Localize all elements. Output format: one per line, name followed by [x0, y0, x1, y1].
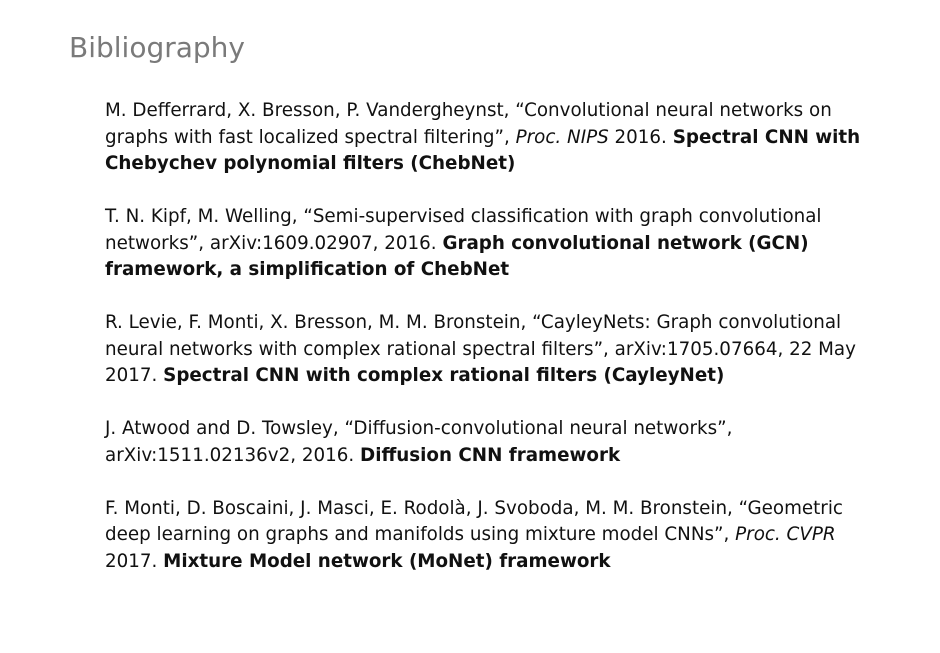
bibliography-entry: J. Atwood and D. Towsley, “Diffusion-convolutional neural networks”, arXiv:1511.02136v2, 2016. Diffusion CNN framework	[105, 418, 733, 466]
entry-title: “Geometric deep learning on graphs and manifolds using mixture model CNNs”	[105, 497, 843, 545]
entry-note: Mixture Model network (MoNet) framework	[163, 550, 611, 572]
entry-title: “Diffusion-convolutional neural networks”	[344, 418, 727, 439]
entry-authors: J. Atwood and D. Towsley,	[105, 418, 339, 439]
entry-authors: R. Levie, F. Monti, X. Bresson, M. M. Bronstein,	[105, 312, 527, 333]
entry-note: Spectral CNN with Chebychev polynomial filters (ChebNet)	[105, 126, 861, 174]
entry-venue: arXiv:1511.02136v2, 2016.	[105, 444, 355, 466]
entry-year: 2016.	[614, 126, 667, 148]
bibliography-entry: T. N. Kipf, M. Welling, “Semi-supervised classification with graph convolutional networks”, arXiv:1609.02907, 2016. Graph convolutional network (GCN) framework, a simplification of ChebNet	[105, 206, 822, 280]
entry-title: “Convolutional neural networks on graphs with fast localized spectral filtering”	[105, 100, 832, 148]
page-title: Bibliography	[69, 31, 245, 64]
entry-authors: F. Monti, D. Boscaini, J. Masci, E. Rodolà, J. Svoboda, M. M. Bronstein,	[105, 497, 733, 519]
entry-venue: arXiv:1705.07664, 22 May 2017.	[105, 338, 856, 386]
entry-venue: Proc. NIPS	[515, 126, 609, 148]
entry-authors: T. N. Kipf, M. Welling,	[105, 206, 298, 227]
entry-authors: M. Defferrard, X. Bresson, P. Vandergheynst,	[105, 100, 510, 121]
bibliography-list	[105, 98, 865, 602]
entry-venue: arXiv:1609.02907, 2016.	[209, 232, 437, 254]
entry-note: Diffusion CNN framework	[360, 444, 621, 466]
entry-title: “CayleyNets: Graph convolutional neural networks with complex rational spectral filters”	[105, 312, 842, 360]
entry-note: Spectral CNN with complex rational filters (CayleyNet)	[163, 365, 725, 386]
entry-year: 2017.	[105, 550, 158, 572]
entry-title: “Semi-supervised classification with graph convolutional networks”	[105, 206, 822, 254]
bibliography-entry: M. Defferrard, X. Bresson, P. Vandergheynst, “Convolutional neural networks on graphs with fast localized spectral filtering”, Proc. NIPS 2016. Spectral CNN with Chebychev polynomial filters (ChebNet)	[105, 100, 861, 174]
bibliography-entry: R. Levie, F. Monti, X. Bresson, M. M. Bronstein, “CayleyNets: Graph convolutional neural networks with complex rational spectral filters”, arXiv:1705.07664, 22 May 2017. Spectral CNN with complex rational filters (CayleyNet)	[105, 312, 856, 386]
entry-venue: Proc. CVPR	[735, 524, 836, 545]
bibliography-entry: F. Monti, D. Boscaini, J. Masci, E. Rodolà, J. Svoboda, M. M. Bronstein, “Geometric deep learning on graphs and manifolds using mixture model CNNs”, Proc. CVPR 2017. Mixture Model network (MoNet) framework	[105, 497, 843, 572]
entry-note: Graph convolutional network (GCN) framework, a simplification of ChebNet	[105, 232, 809, 280]
